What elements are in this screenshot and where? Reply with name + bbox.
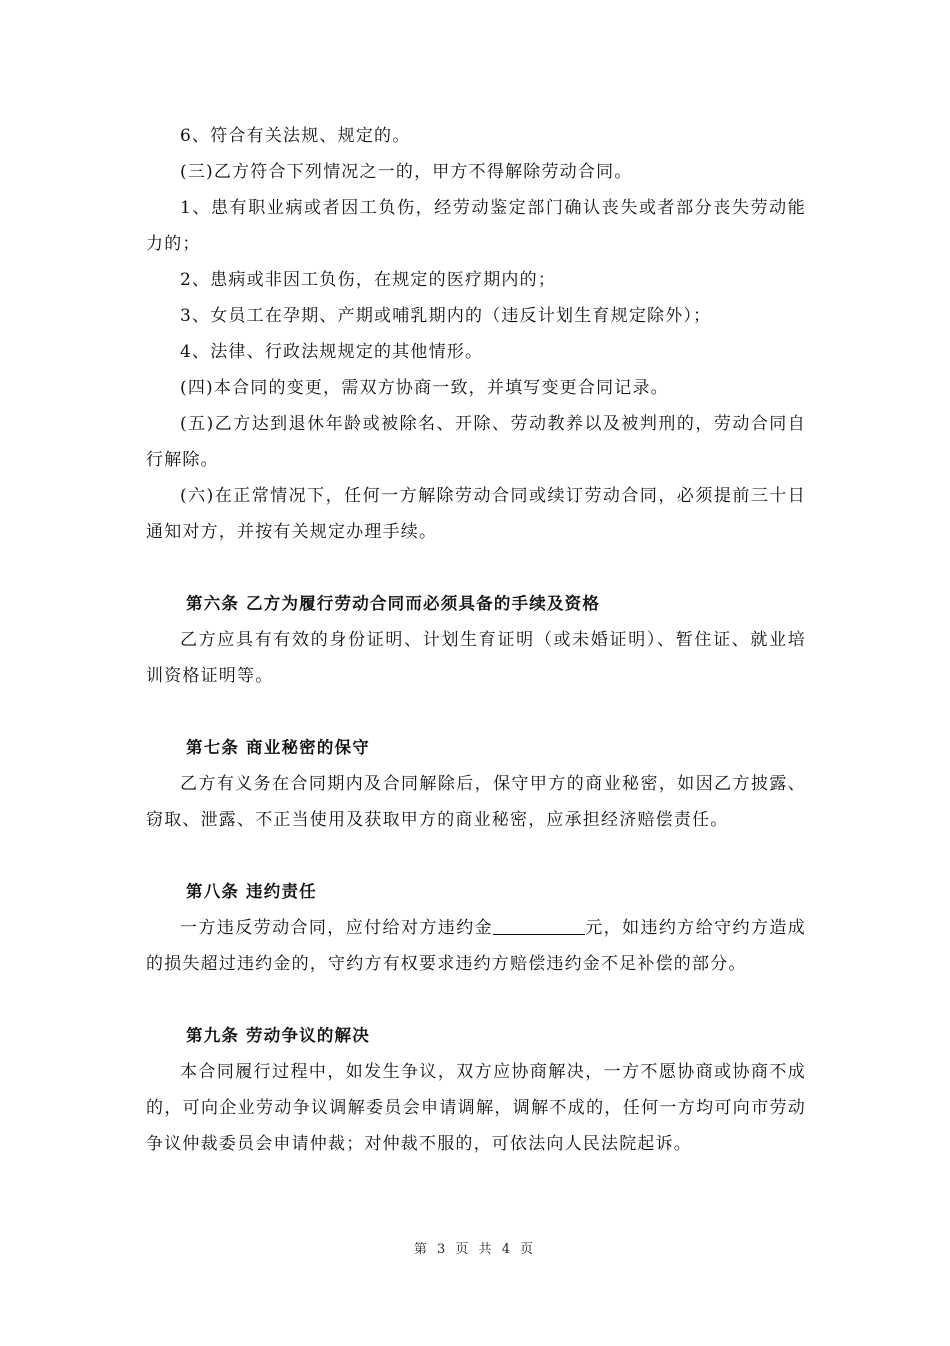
paragraph: (五)乙方达到退休年龄或被除名、开除、劳动教养以及被判刑的，劳动合同自行解除。 xyxy=(146,414,806,470)
article-8-body-start: 一方违反劳动合同，应付给对方违约金 xyxy=(180,918,494,938)
article-6-body: 乙方应具有有效的身份证明、计划生育证明（或未婚证明）、暂住证、就业培训资格证明等。 xyxy=(146,630,806,686)
article-6-heading: 第六条 乙方为履行劳动合同而必须具备的手续及资格 xyxy=(186,594,601,613)
paragraph: 6、符合有关法规、规定的。 xyxy=(180,126,411,146)
document-body xyxy=(146,118,806,1162)
article-9-body: 本合同履行过程中，如发生争议，双方应协商解决，一方不愿协商或协商不成的，可向企业劳动争议调解委员会申请调解，调解不成的，任何一方均可向市劳动争议仲裁委员会申请仲裁；对仲裁不服的，可依法向人民法院起诉。 xyxy=(146,1062,806,1154)
article-8-body xyxy=(146,910,806,982)
section-gap xyxy=(146,838,806,874)
section-gap xyxy=(146,694,806,730)
paragraph: 1、患有职业病或者因工负伤，经劳动鉴定部门确认丧失或者部分丧失劳动能力的； xyxy=(146,198,806,254)
penalty-amount-blank xyxy=(493,912,585,935)
paragraph: 3、女员工在孕期、产期或哺乳期内的（违反计划生育规定除外）； xyxy=(180,306,712,326)
paragraph: (四)本合同的变更，需双方协商一致，并填写变更合同记录。 xyxy=(180,378,669,398)
paragraph: (六)在正常情况下，任何一方解除劳动合同或续订劳动合同，必须提前三十日通知对方，并按有关规定办理手续。 xyxy=(146,486,806,542)
paragraph: (三)乙方符合下列情况之一的，甲方不得解除劳动合同。 xyxy=(180,162,633,182)
section-gap xyxy=(146,982,806,1018)
article-8-heading: 第八条 违约责任 xyxy=(186,882,317,901)
paragraph: 2、患病或非因工负伤，在规定的医疗期内的； xyxy=(180,270,557,290)
article-7-heading: 第七条 商业秘密的保守 xyxy=(186,738,370,757)
article-8-body-end: 元，如违约方给守约方造成的损失超过违约金的，守约方有权要求违约方赔偿违约金不足补偿的部分。 xyxy=(146,918,806,974)
article-9-heading: 第九条 劳动争议的解决 xyxy=(186,1026,370,1045)
section-gap xyxy=(146,550,806,586)
article-7-body: 乙方有义务在合同期内及合同解除后，保守甲方的商业秘密，如因乙方披露、窃取、泄露、不正当使用及获取甲方的商业秘密，应承担经济赔偿责任。 xyxy=(146,774,806,830)
page-footer: 第 3 页 共 4 页 xyxy=(413,1242,537,1257)
paragraph: 4、法律、行政法规规定的其他情形。 xyxy=(180,342,484,362)
